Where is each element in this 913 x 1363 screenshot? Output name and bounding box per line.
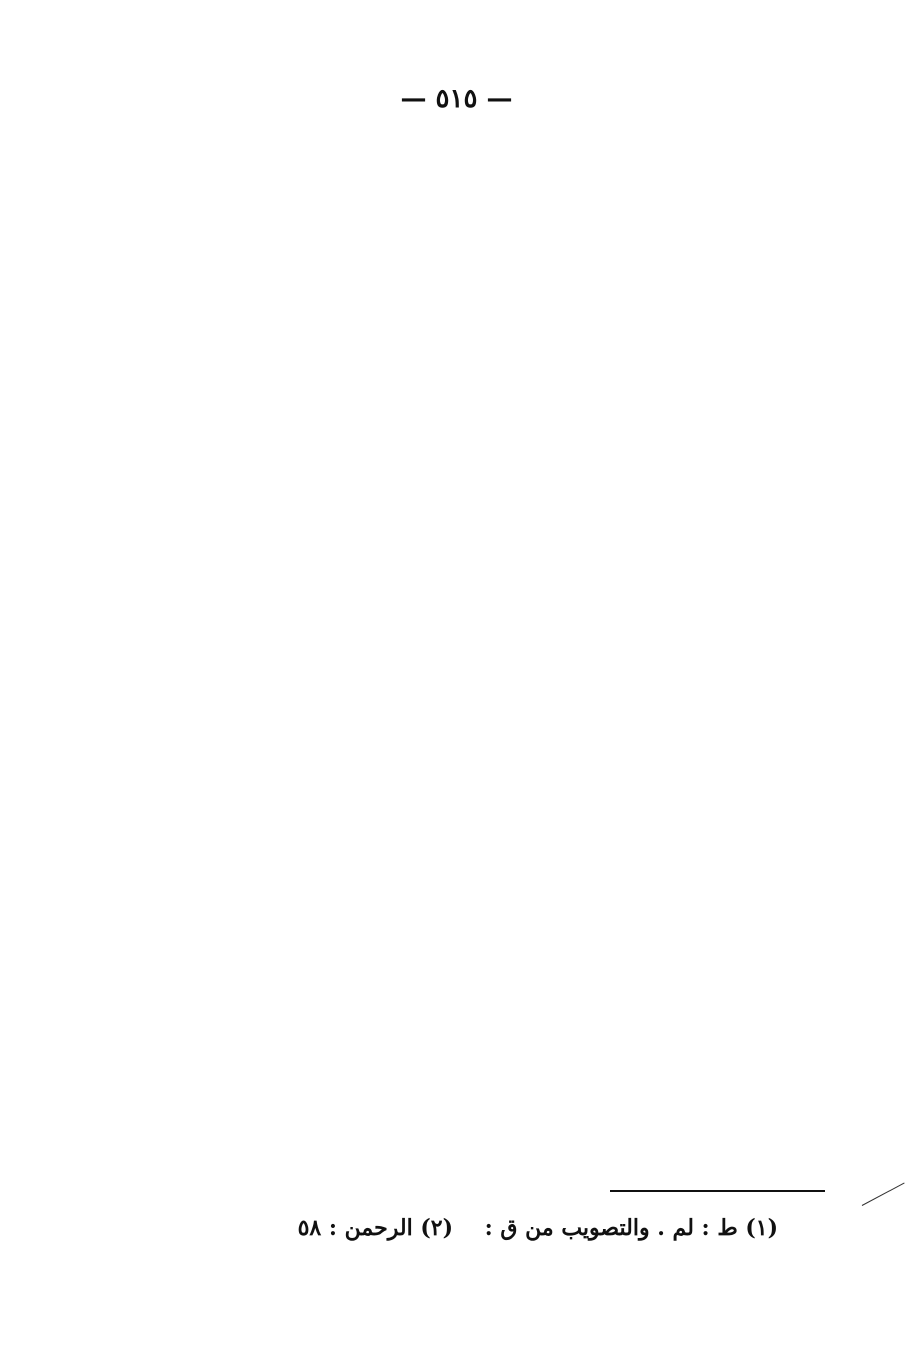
footnote-divider — [610, 1190, 825, 1192]
footnote-2: (٢) الرحمن : ٥٨ — [297, 1215, 453, 1241]
footnote-1: (١) ط : لم . والتصويب من ق : — [484, 1215, 778, 1241]
margin-pencil-mark — [862, 1183, 905, 1206]
page-number: — ٥١٥ — — [400, 84, 513, 114]
